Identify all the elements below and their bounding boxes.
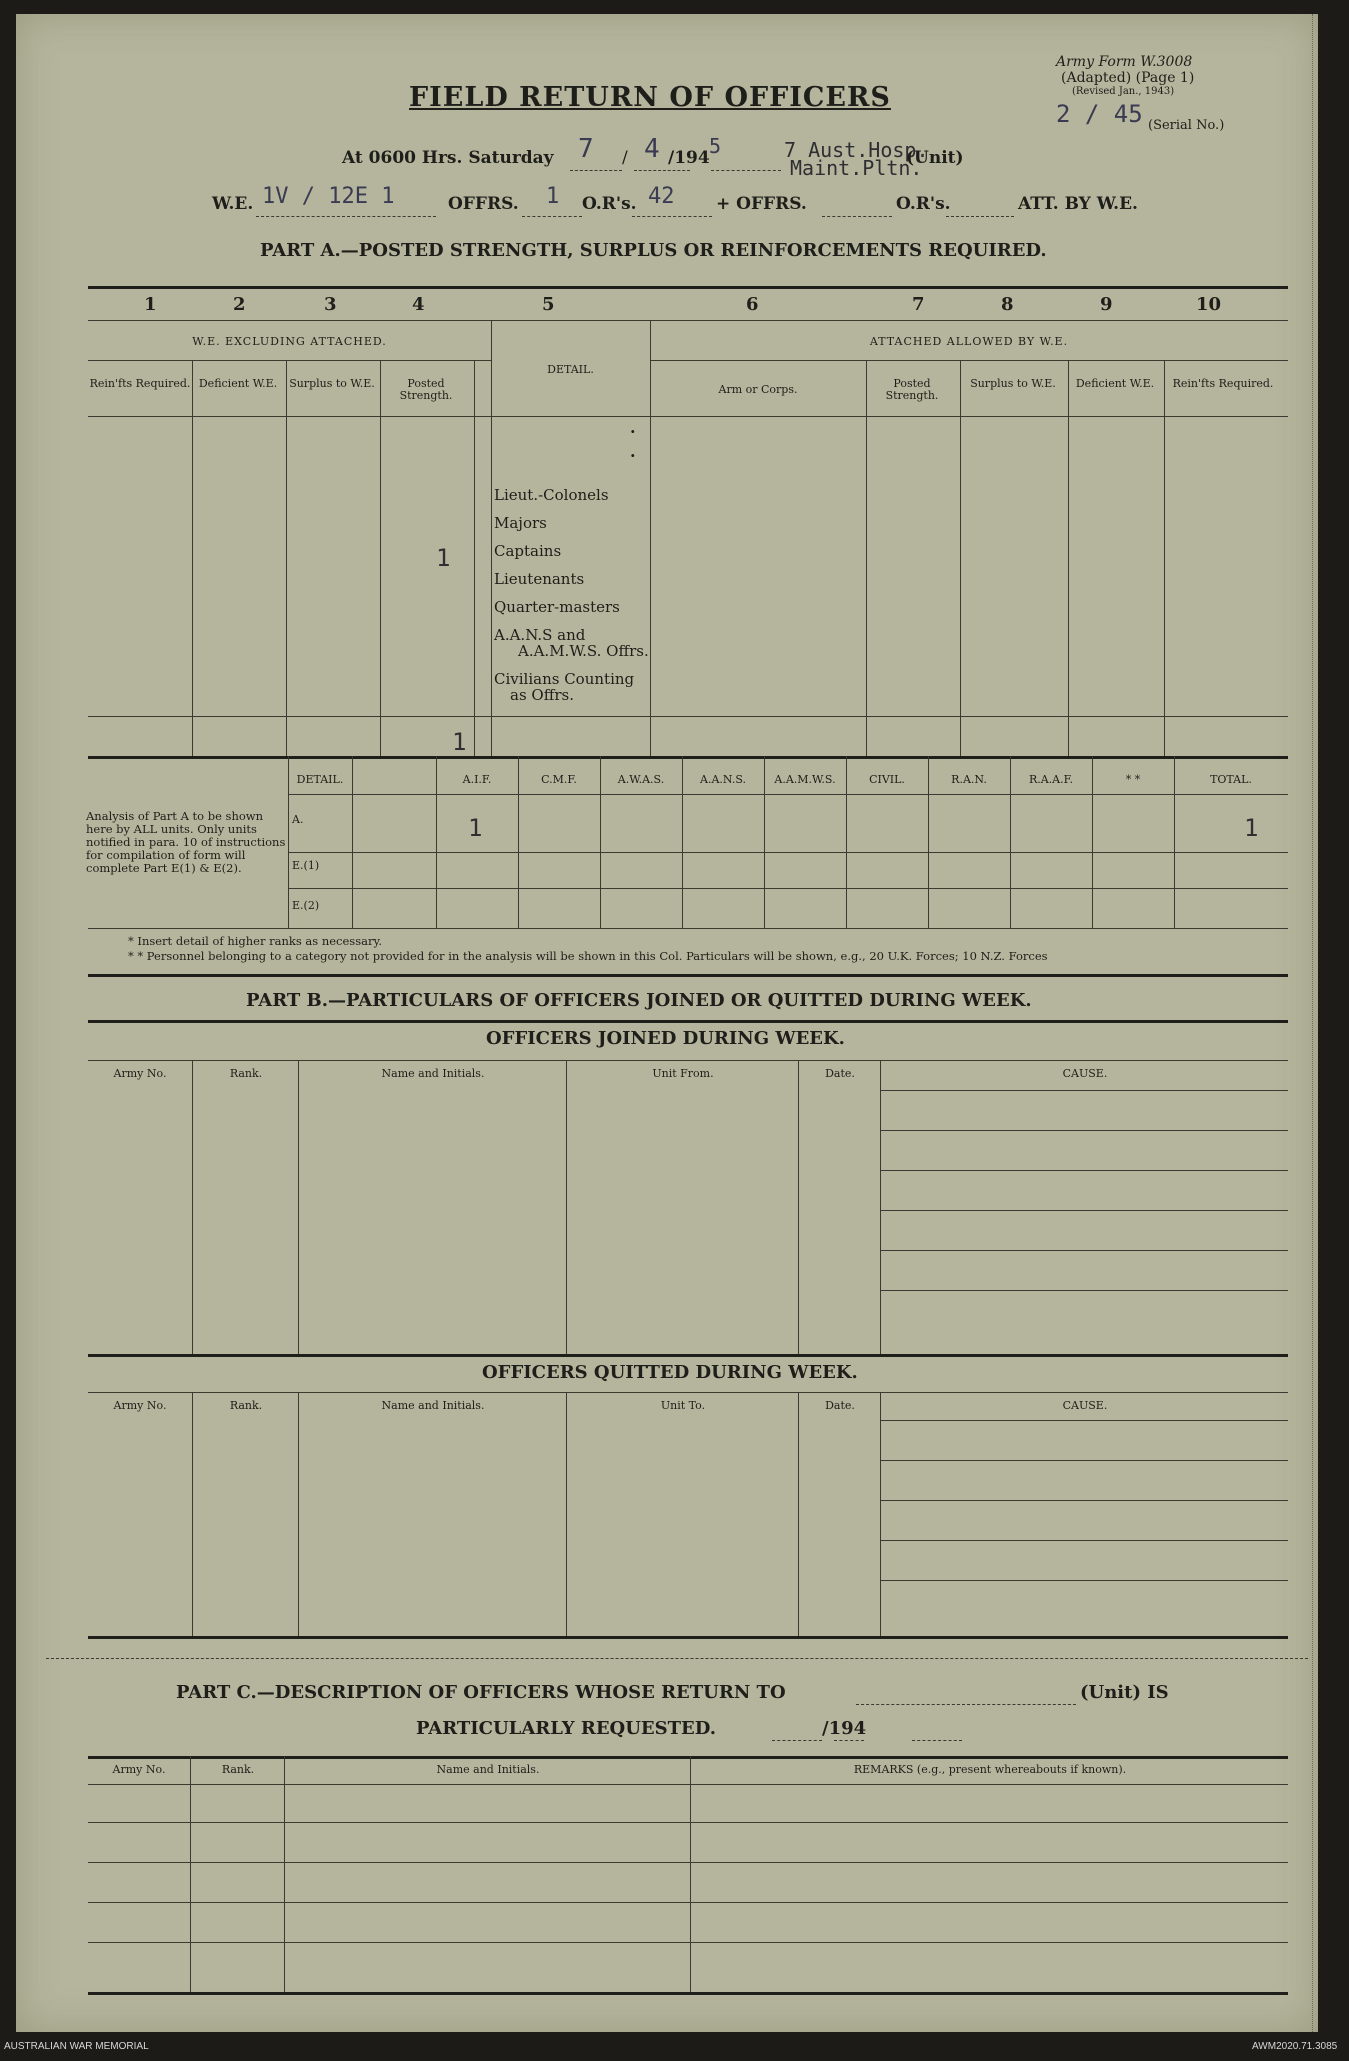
col-header-9: Deficient W.E. — [1075, 377, 1155, 390]
plus-offrs-label: + OFFRS. — [716, 194, 807, 214]
form-ref: Army Form W.3008 — [1056, 54, 1193, 70]
offrs-label: OFFRS. — [448, 194, 519, 214]
part-c-date-blank: /194 — [822, 1718, 867, 1739]
col-num-2: 2 — [233, 294, 246, 315]
part-c-title-line2: PARTICULARLY REQUESTED. — [416, 1718, 716, 1739]
unit-label: (Unit) — [906, 148, 964, 168]
analysis-aif-a-value: 1 — [468, 814, 483, 842]
quitted-header-date: Date. — [825, 1399, 855, 1412]
col-num-10: 10 — [1196, 294, 1222, 315]
rank-majors: Majors — [494, 514, 547, 532]
col-header-6: Arm or Corps. — [718, 383, 798, 396]
part-c-unit-is: (Unit) IS — [1080, 1682, 1169, 1703]
date-day: 7 — [578, 134, 594, 164]
serial-value: 2 / 45 — [1056, 100, 1143, 128]
col-num-7: 7 — [912, 294, 925, 315]
joined-header-name: Name and Initials. — [381, 1067, 485, 1080]
quitted-header-rank: Rank. — [229, 1399, 263, 1412]
group-right-header: ATTACHED ALLOWED BY W.E. — [869, 335, 1069, 348]
joined-header-cause: CAUSE. — [1062, 1067, 1108, 1080]
col-num-5: 5 — [542, 294, 555, 315]
footer-right: AWM2020.71.3085 — [1252, 2041, 1338, 2052]
col-header-2: Deficient W.E. — [198, 377, 278, 390]
footer-left: AUSTRALIAN WAR MEMORIAL — [4, 2041, 149, 2052]
form-page: Army Form W.3008 (Adapted) (Page 1) (Revised Jan., 1943) 2 / 45 (Serial No.) FIELD RETURN OF OFFICERS At 0600 Hrs. Saturday 7 / 4 /194 5 7 Aust.Hosp. Maint.Pltn. (Unit) W.E. 1V / 12E 1 OFFRS. 1 O.R's. 42 + OFFRS. O.R's. ATT. BY W.E. PART A.—POSTED STRENGTH, SURPLUS OR REINFORCEMENTS REQUIRED. 1 2 3 4 5 6 7 8 9 10 W.E. EXCLUDING ATTACHED. ATTACHED ALLOWED BY W.E. DETAIL. Rein'fts Required. Deficient W.E. Surplus to W.E. Posted Strength. Arm or Corps. Posted Strength. Surplus to W.E. Deficient W.E. Rein'fts Required. . . Lieut.-Colonels Majors Captains Lieutenants Quarter-masters A.A.N.S and A.A.M.W.S. Offrs. Civilians Counting as Offrs. 1 1 Analysis of Part A to be shown here by ALL units. Only units notified in para. 10 of instructions for compilation of form will complete Part E(1) & E(2). DETAIL. A.I.F. C.M.F. A.W.A.S. A.A.N.S. A.A.M.W.S. CIVIL. R.A.N. R.A.A.F. * * TOTAL. A. E.(1) E.(2) 1 1 * Insert detail of higher ranks as necessary. * * Personnel belonging to a category not provided for in the analysis will be shown in this Col. Particulars will be shown, e.g., 20 U.K. Forces; 10 N.Z. Forces PART B.—PARTICULARS OF OFFICERS JOINED OR QUITTED DURING WEEK. OFFICERS JOINED DURING WEEK. Army No. Rank. Name and Initials. Unit From. Date. CAUSE. OFFICERS QUITTED DURING WEEK. Army No. Rank. Name and Initials. Unit To. Date. CAUSE. PART C.—DESCRIPTION OF OFFICERS WHOSE RETURN TO (Unit) IS PARTICULARLY REQUESTED. /194 Army No. Rank. Name and Initials. REMARKS (e.g., present whereabouts if known). — [16, 14, 1318, 2032]
analysis-header-cmf: C.M.F. — [541, 773, 577, 786]
analysis-row-e2: E.(2) — [292, 899, 320, 912]
part-c-header-remarks: REMARKS (e.g., present whereabouts if known). — [853, 1763, 1127, 1776]
rank-aans: A.A.N.S and — [494, 626, 586, 644]
joined-header-date: Date. — [825, 1067, 855, 1080]
rank-captains: Captains — [494, 542, 562, 560]
analysis-header-civil: CIVIL. — [869, 773, 905, 786]
col-header-8: Surplus to W.E. — [970, 377, 1056, 390]
ors-label: O.R's. — [582, 194, 637, 214]
part-b-title: PART B.—PARTICULARS OF OFFICERS JOINED OR QUITTED DURING WEEK. — [246, 990, 1032, 1011]
footnote-2: * * Personnel belonging to a category not provided for in the analysis will be shown in this Col. Particulars will be shown, e.g., 20 U.K. Forces; 10 N.Z. Forces — [128, 949, 1048, 963]
part-a-title: PART A.—POSTED STRENGTH, SURPLUS OR REINFORCEMENTS REQUIRED. — [260, 240, 1047, 261]
part-c-header-army-no: Army No. — [112, 1763, 166, 1776]
quitted-header-army-no: Army No. — [113, 1399, 167, 1412]
bullet-mark-1: . — [630, 418, 636, 437]
part-c-title-line1: PART C.—DESCRIPTION OF OFFICERS WHOSE RETURN TO — [176, 1682, 786, 1703]
rank-aamws: A.A.M.W.S. Offrs. — [518, 642, 649, 660]
analysis-note: Analysis of Part A to be shown here by ALL units. Only units notified in para. 10 of instructions for compilation of form will complete Part E(1) & E(2). — [86, 809, 286, 875]
analysis-header-other: * * — [1125, 773, 1141, 786]
joined-header-rank: Rank. — [229, 1067, 263, 1080]
col-header-3: Surplus to W.E. — [289, 377, 375, 390]
analysis-row-e1: E.(1) — [292, 859, 320, 872]
col-num-8: 8 — [1001, 294, 1014, 315]
analysis-header-awas: A.W.A.S. — [617, 773, 665, 786]
analysis-header-aamws: A.A.M.W.S. — [774, 773, 836, 786]
analysis-header-total: TOTAL. — [1210, 773, 1252, 786]
col-num-4: 4 — [412, 294, 425, 315]
posted-total-value: 1 — [452, 728, 467, 756]
unit-line1: 7 Aust.Hosp. — [784, 138, 929, 162]
we-value: 1V / 12E 1 — [262, 184, 395, 209]
ors2-label: O.R's. — [896, 194, 951, 214]
form-revised: (Revised Jan., 1943) — [1072, 86, 1175, 97]
col-header-1: Rein'fts Required. — [89, 377, 191, 390]
att-label: ATT. BY W.E. — [1018, 194, 1138, 214]
col-header-10: Rein'fts Required. — [1172, 377, 1274, 390]
analysis-header-raaf: R.A.A.F. — [1028, 773, 1074, 786]
analysis-header-detail: DETAIL. — [296, 773, 344, 786]
offrs-value: 1 — [546, 184, 560, 209]
analysis-header-ran: R.A.N. — [951, 773, 987, 786]
ors-value: 42 — [648, 184, 675, 209]
quitted-header-unit: Unit To. — [660, 1399, 706, 1412]
group-left-header: W.E. EXCLUDING ATTACHED. — [192, 335, 387, 348]
joined-title: OFFICERS JOINED DURING WEEK. — [486, 1028, 845, 1049]
analysis-total-a-value: 1 — [1244, 814, 1259, 842]
rank-lieutenants: Lieutenants — [494, 570, 585, 588]
col-num-6: 6 — [746, 294, 759, 315]
posted-captains-value: 1 — [436, 544, 451, 572]
at-text: At 0600 Hrs. Saturday — [342, 148, 554, 168]
col-num-9: 9 — [1100, 294, 1113, 315]
analysis-header-aans: A.A.N.S. — [700, 773, 746, 786]
rank-civilians: Civilians Counting — [494, 670, 635, 688]
col-header-7: Posted Strength. — [885, 377, 939, 402]
rank-civilians-cont: as Offrs. — [510, 686, 574, 704]
date-month: 4 — [644, 134, 660, 164]
col-num-1: 1 — [144, 294, 157, 315]
analysis-row-a: A. — [292, 813, 304, 826]
rank-lt-colonels: Lieut.-Colonels — [494, 486, 609, 504]
form-adapted: (Adapted) (Page 1) — [1061, 70, 1195, 86]
footnote-1: * Insert detail of higher ranks as necessary. — [128, 934, 383, 948]
quitted-header-cause: CAUSE. — [1062, 1399, 1108, 1412]
date-year-prefix: /194 — [668, 148, 710, 168]
quitted-title: OFFICERS QUITTED DURING WEEK. — [482, 1362, 858, 1383]
bullet-mark-2: . — [630, 442, 636, 461]
we-label: W.E. — [212, 194, 254, 214]
col-header-4: Posted Strength. — [399, 377, 453, 402]
serial-label: (Serial No.) — [1148, 118, 1225, 133]
part-c-header-name: Name and Initials. — [436, 1763, 540, 1776]
quitted-header-name: Name and Initials. — [381, 1399, 485, 1412]
page-title: FIELD RETURN OF OFFICERS — [409, 82, 891, 113]
rank-quartermasters: Quarter-masters — [494, 598, 620, 616]
detail-header: DETAIL. — [547, 363, 594, 376]
joined-header-army-no: Army No. — [113, 1067, 167, 1080]
unit-line2: Maint.Pltn. — [790, 156, 923, 180]
col-num-3: 3 — [324, 294, 337, 315]
joined-header-unit: Unit From. — [652, 1067, 714, 1080]
analysis-header-aif: A.I.F. — [462, 773, 492, 786]
part-c-header-rank: Rank. — [221, 1763, 255, 1776]
date-year-digit: 5 — [709, 134, 722, 158]
